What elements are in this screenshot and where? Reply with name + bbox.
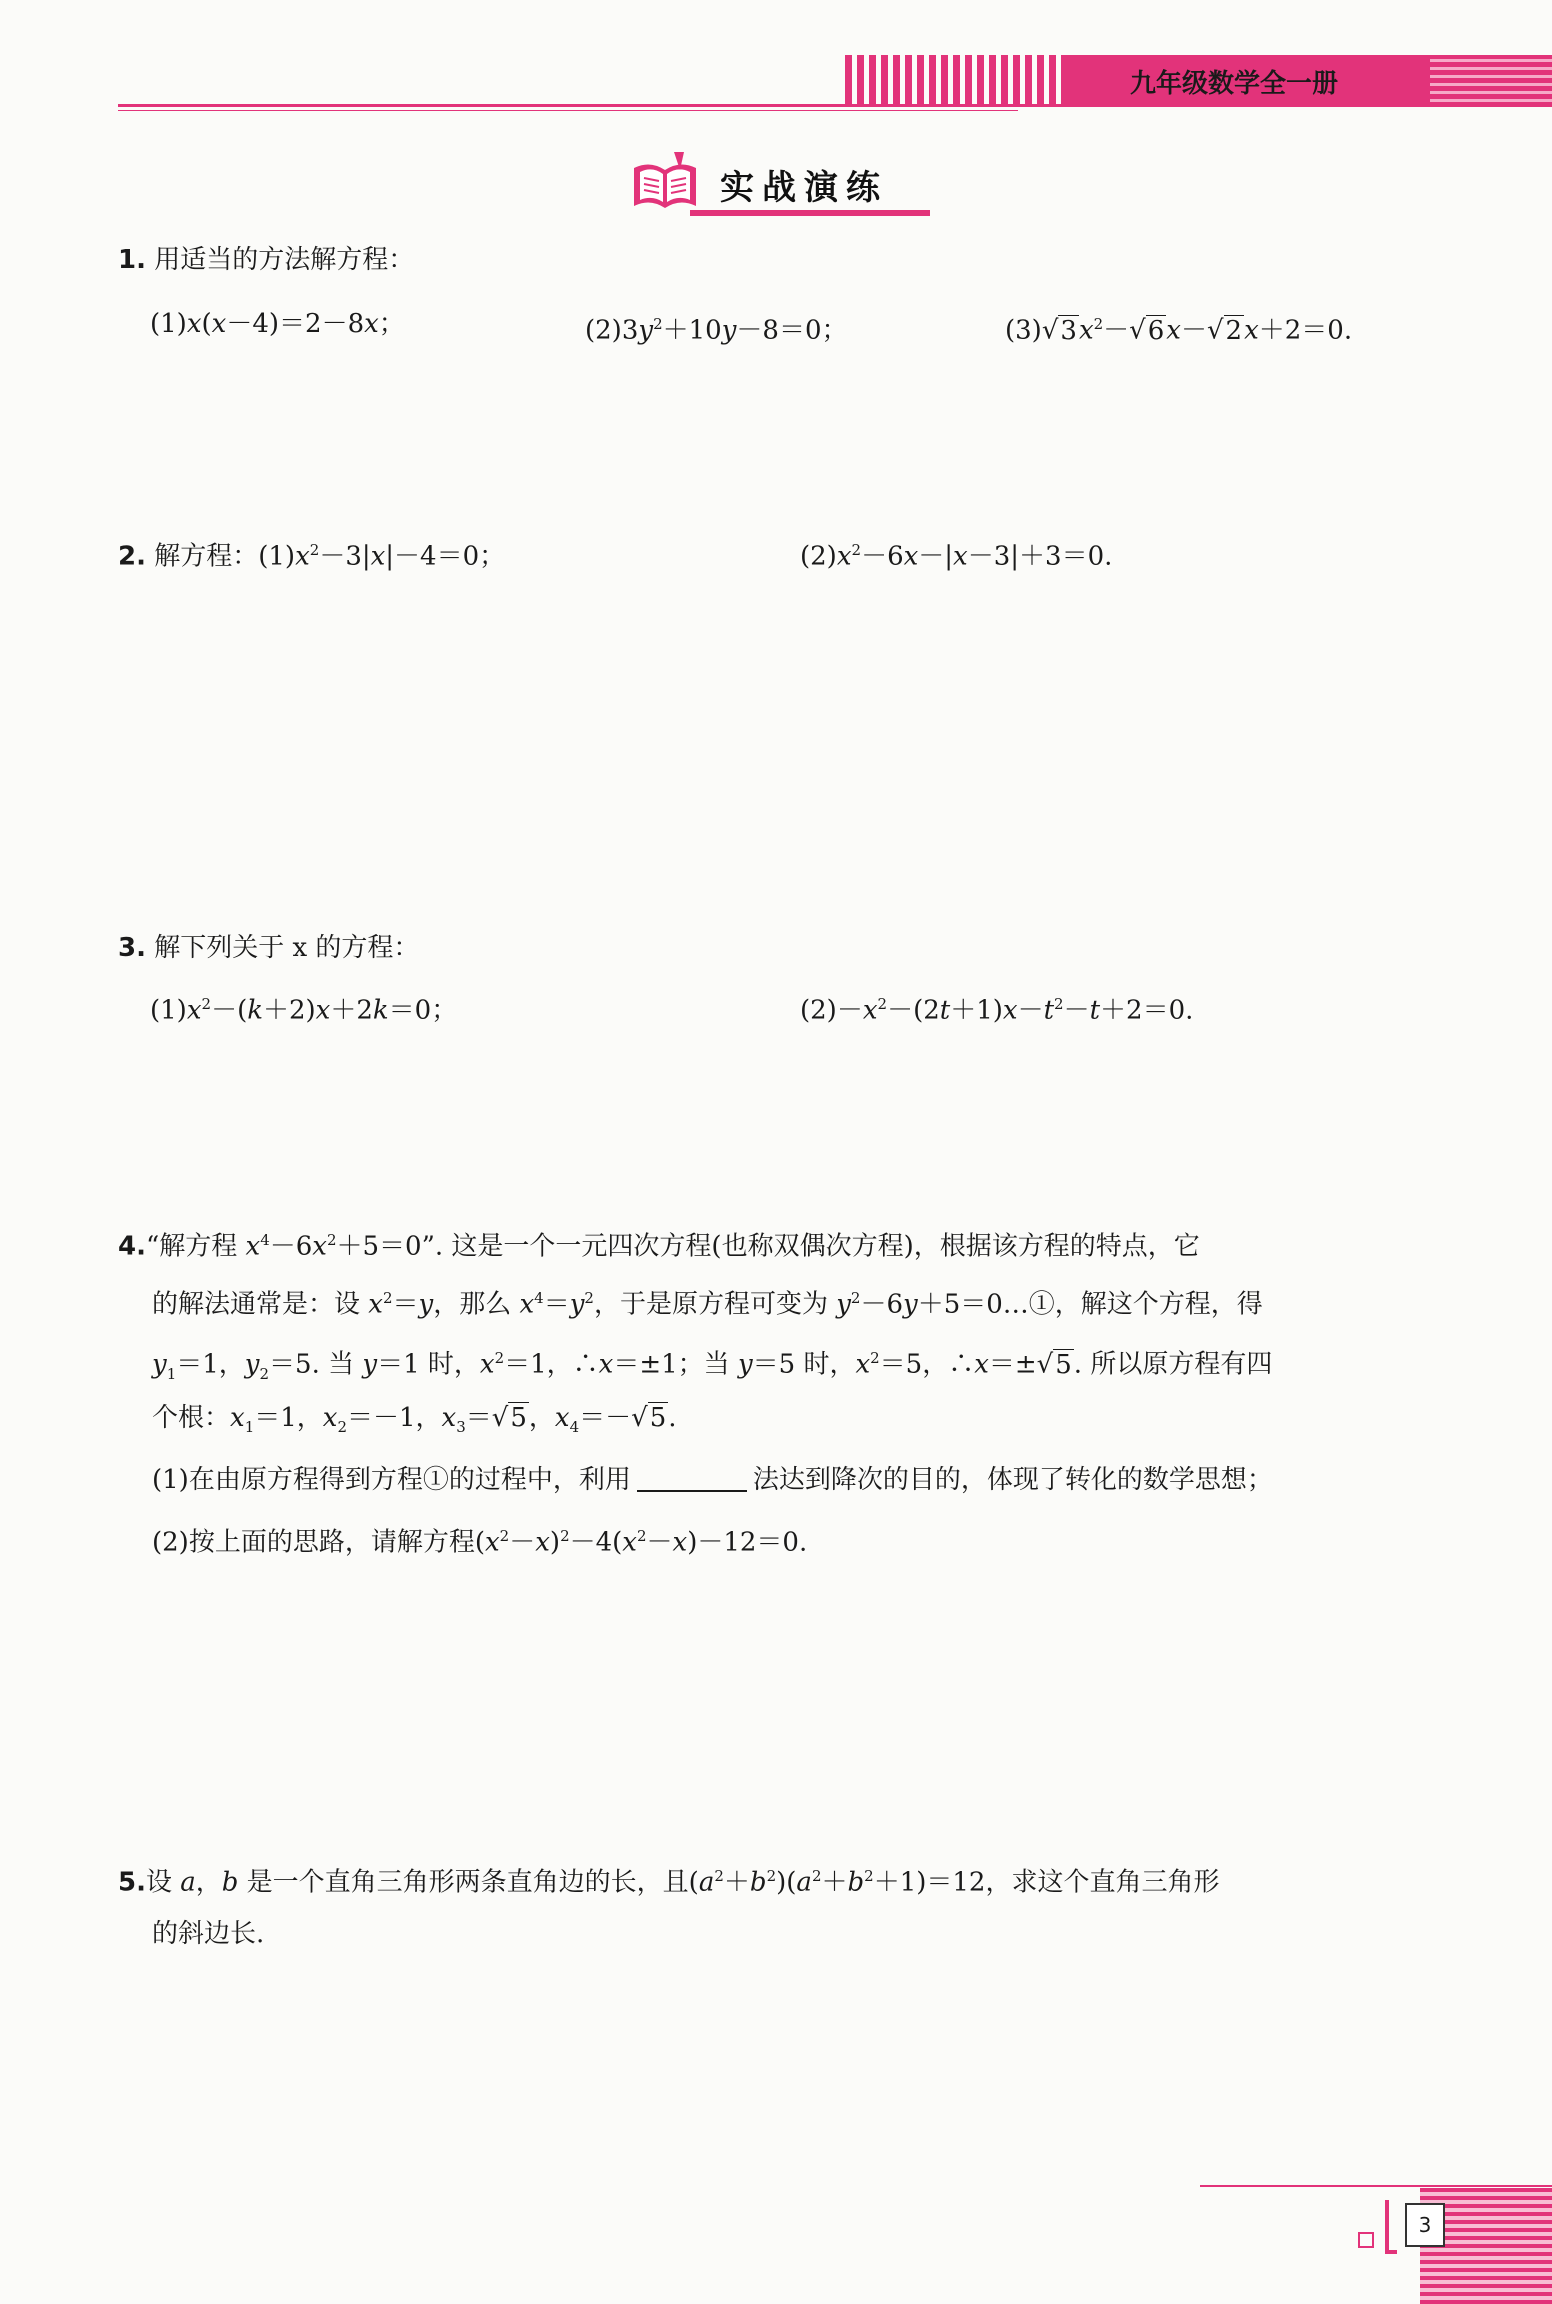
problem-4-line-2: 的解法通常是：设 $x^2=y$，那么 $x^4=y^2$，于是原方程可变为 $y^2-6y+5=0\dots ①$，解这个方程，得 — [152, 1289, 1263, 1320]
header-right-stripes — [1430, 55, 1552, 107]
problem-3-text: 解下列关于 x 的方程： — [154, 933, 420, 963]
problem-4-sub-1 — [152, 1462, 1273, 1498]
header-rule-thin — [118, 110, 1018, 111]
problem-5-line-1: 5.设 a，b 是一个直角三角形两条直角边的长，且$(a^2+b^2)(a^2+b^2+1)=12$，求这个直角三角形 — [118, 1867, 1220, 1898]
problem-4-sub-1-end: 法达到降次的目的，体现了转化的数学思想； — [752, 1465, 1273, 1495]
section-title-underline — [690, 210, 930, 216]
problem-4-sub-1-text: (1)在由原方程得到方程①的过程中，利用 — [152, 1465, 631, 1495]
footer-corner — [1385, 2200, 1397, 2254]
footer-square-icon — [1358, 2232, 1374, 2248]
answer-blank[interactable] — [637, 1490, 747, 1492]
section-title: 实战演练 — [720, 168, 888, 208]
header-rule — [118, 104, 1068, 107]
problem-1-stem — [118, 242, 414, 278]
problem-4-sub-2-text: (2)按上面的思路，请解方程 — [152, 1527, 475, 1558]
problem-1-part-2: $(2)3y^2+10y-8=0$； — [585, 315, 848, 346]
problem-2-stem: 2. 解方程：$(1)x^2-3|x|-4=0$； — [118, 541, 506, 572]
book-icon — [630, 150, 700, 216]
header-title: 九年级数学全一册 — [1130, 69, 1339, 99]
problem-4-line-3: $y_1=1$，$y_2=5$. 当 y＝1 时，$x^2=1$，∴x＝±1；当 y＝5 时，$x^2=5$，∴x＝±√5. 所以原方程有四 — [152, 1349, 1273, 1383]
problem-5-line-2: 的斜边长. — [152, 1919, 265, 1949]
problem-4-line-4: 个根：$x_1=1$，$x_2=-1$，$x_3=√5$，$x_4=-√5$. — [152, 1403, 677, 1437]
page-number: 3 — [1405, 2203, 1445, 2247]
problem-3-part-2: $(2)-x^2-(2t+1)x-t^2-t+2=0$. — [800, 995, 1194, 1026]
problem-2-part-2: $(2)x^2-6x-|x-3|+3=0$. — [800, 541, 1113, 572]
footer-rule — [1200, 2185, 1552, 2187]
problem-1-part-3: $(3)√3x^2-√6x-√2x+2=0$. — [1005, 315, 1353, 346]
problem-4-sub-2: (2)按上面的思路，请解方程$(x^2-x)^2-4(x^2-x)-12=0$. — [152, 1527, 808, 1558]
problem-4-line-1: 4.“解方程 $x^4-6x^2+5=0$”. 这是一个一元四次方程(也称双偶次方程)，根据该方程的特点，它 — [118, 1231, 1200, 1262]
problem-1-part-1: (1)x(x－4)＝2－8x； — [150, 309, 405, 339]
problem-5-number: 5. — [118, 1867, 146, 1898]
problem-3-number: 3. — [118, 933, 146, 963]
problem-1-text: 用适当的方法解方程： — [154, 245, 415, 275]
problem-3-stem — [118, 930, 419, 966]
problem-4-number: 4. — [118, 1231, 146, 1262]
problem-3-part-1: $(1)x^2-(k+2)x+2k=0$； — [150, 995, 458, 1026]
problem-2-text: 解方程： — [154, 541, 259, 572]
problem-2-number: 2. — [118, 541, 146, 572]
problem-1-number: 1. — [118, 245, 146, 275]
header-stripes — [845, 55, 1065, 107]
